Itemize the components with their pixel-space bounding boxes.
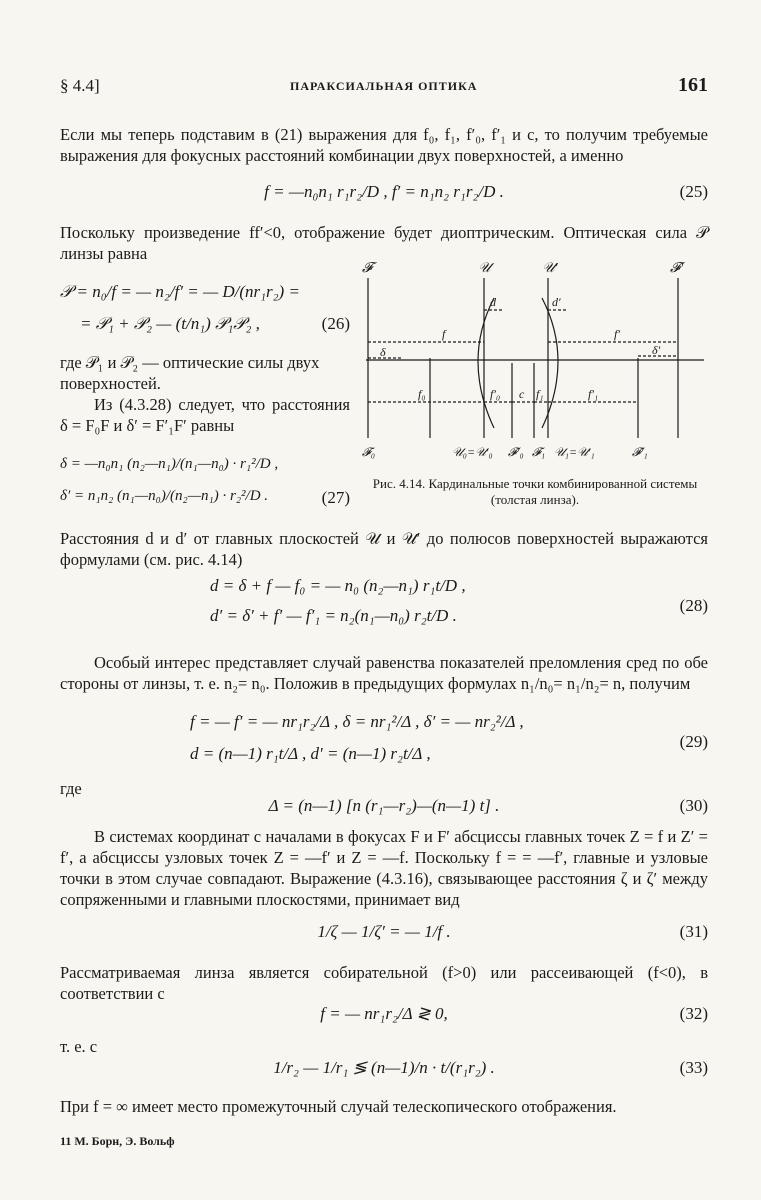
- equation-29b: [190, 744, 708, 764]
- equation-33: [60, 1058, 708, 1078]
- equation-28a: [210, 576, 708, 596]
- equation-26a: [60, 282, 350, 302]
- equation-28b: [210, 606, 708, 626]
- label-F0-prime: 𝓕′₀: [508, 445, 524, 459]
- page: [60, 0, 708, 1200]
- dim-label-f-prime: f′: [614, 327, 620, 341]
- paragraph-10: т. е. с: [60, 1037, 98, 1056]
- figure-caption: Рис. 4.14. Кардинальные точки комбинированной системы (толстая линза).: [372, 476, 698, 507]
- paragraph-1: Если мы теперь подставим в (21) выражения для f₀, f₁, f′₀, f′₁ и c, то получим требуемые выражения для фокусных расстояний комбинации двух поверхностей, а именно: [60, 125, 708, 165]
- section-number: § 4.4]: [60, 76, 100, 95]
- dim-label-d-prime: d′: [552, 295, 561, 309]
- equation-27b-body: δ′ = n₁n₂ (n₁—n₀)/(n₂—n₁) · r₂²/D .: [60, 488, 269, 504]
- paragraph-6: Особый интерес представляет случай равенства показателей преломления сред по обе стороны от линзы, т. е. n₂= n₀. Положив в предыдущих формулах n₁/n₀= n₁/n₂= n, получим: [60, 653, 708, 693]
- lens-surface-2: [542, 298, 558, 428]
- equation-30: [60, 796, 708, 816]
- equation-32: [60, 1004, 708, 1024]
- equation-28a-body: d = δ + f — f₀ = — n₀ (n₂—n₁) r₁t/D ,: [210, 576, 466, 595]
- equation-33-body: 1/r₂ — 1/r₁ ≶ (n—1)/n · t/(r₁r₂) .: [273, 1058, 495, 1077]
- running-header: [60, 76, 708, 100]
- equation-26b: [80, 314, 350, 334]
- equation-29b-body: d = (n—1) r₁t/Δ , d′ = (n—1) r₂t/Δ ,: [190, 744, 431, 763]
- paragraph-3: где 𝒫₁ и 𝒫₂ — оптические силы двух поверхностей.: [60, 353, 320, 393]
- equation-26b-body: = 𝒫₁ + 𝒫₂ — (t/n₁) 𝒫₁𝒫₂ ,: [80, 314, 260, 333]
- equation-28b-body: d′ = δ′ + f′ — f′₁ = n₂(n₁—n₀) r₂t/D .: [210, 606, 457, 625]
- equation-number-33: (33): [679, 1058, 708, 1077]
- equation-number-31: (31): [679, 922, 708, 941]
- label-F0: 𝓕₀: [362, 445, 376, 459]
- paragraph-8: В системах координат с началами в фокусах F и F′ абсциссы главных точек Z = f и Z′ = f′, а абсциссы узловых точек Z = —f′ и Z = —f. Поскольку f = = —f′, главные и узловые точки в этом случае совпадают. Выражение (4.3.16), связывающее расстояния ζ и ζ′ между сопряженными и главными плоскостями, принимает вид: [60, 827, 708, 909]
- label-U0: 𝒰₀=𝒰′₀: [452, 445, 493, 459]
- equation-29a: [190, 712, 708, 732]
- equation-26a-body: 𝒫 = n₀/f = — n₂/f′ = — D/(nr₁r₂) =: [60, 282, 300, 301]
- equation-number-29: (29): [679, 732, 708, 751]
- paragraph-4: Из (4.3.28) следует, что расстояния δ = F₀F и δ′ = F′₁F′ равны: [60, 395, 350, 435]
- label-U-prime: 𝒰′: [542, 261, 558, 276]
- label-F1-prime: 𝓕′₁: [632, 445, 648, 459]
- dim-label-f1-prime: f′₁: [588, 387, 599, 401]
- label-F: 𝓕: [362, 261, 373, 276]
- lens-surface-1: [478, 298, 494, 428]
- equation-27b: [60, 488, 350, 505]
- dim-label-c: c: [519, 387, 525, 401]
- equation-number-26: (26): [321, 314, 350, 333]
- equation-25-body: f = —n₀n₁ r₁r₂/D , f′ = n₁n₂ r₁r₂/D .: [264, 182, 504, 201]
- paragraph-9: Рассматриваемая линза является собирательной (f>0) или рассеивающей (f<0), в соответствии с: [60, 963, 708, 1003]
- equation-31: [60, 922, 708, 942]
- figure-4-14: [362, 258, 708, 508]
- label-F1: 𝓕₁: [532, 445, 546, 459]
- paragraph-2: Поскольку произведение ff′<0, отображение будет диоптрическим. Оптическая сила 𝒫 линзы равна: [60, 223, 708, 263]
- signature-footer: 11 М. Борн, Э. Вольф: [60, 1134, 175, 1148]
- equation-number-32: (32): [679, 1004, 708, 1023]
- dim-label-d: d: [490, 295, 496, 309]
- dim-label-delta-prime: δ′: [652, 343, 661, 357]
- dim-label-delta: δ: [380, 345, 386, 359]
- equation-number-28: (28): [679, 596, 708, 615]
- equation-number-30: (30): [679, 796, 708, 815]
- equation-27a: [60, 456, 350, 473]
- paragraph-5: Расстояния d и d′ от главных плоскостей 𝒰 и 𝒰′ до полюсов поверхностей выражаются формулами (см. рис. 4.14): [60, 529, 708, 569]
- lens-diagram: [362, 258, 708, 468]
- equation-32-body: f = — nr₁r₂/Δ ≷ 0,: [320, 1004, 448, 1023]
- dim-label-f1: f₁: [536, 387, 544, 401]
- dim-label-f0-prime: f′₀: [490, 387, 501, 401]
- page-number: 161: [678, 74, 708, 96]
- running-title: ПАРАКСИАЛЬНАЯ ОПТИКА: [290, 79, 478, 93]
- paragraph-7: где: [60, 779, 82, 798]
- equation-31-body: 1/ζ — 1/ζ′ = — 1/f .: [317, 922, 451, 941]
- paragraph-11: При f = ∞ имеет место промежуточный случай телескопического отображения.: [60, 1097, 617, 1116]
- dim-label-f0: f₀: [418, 387, 426, 401]
- equation-25: [60, 182, 708, 202]
- equation-number-27: (27): [321, 488, 350, 507]
- label-U: 𝒰: [478, 261, 491, 276]
- equation-29a-body: f = — f′ = — nr₁r₂/Δ , δ = nr₁²/Δ , δ′ = — nr₂²/Δ ,: [190, 712, 524, 731]
- equation-30-body: Δ = (n—1) [n (r₁—r₂)—(n—1) t] .: [268, 796, 500, 815]
- dim-label-f: f: [442, 327, 446, 341]
- equation-number-25: (25): [679, 182, 708, 201]
- label-F-prime: 𝓕′: [670, 261, 684, 276]
- label-U1: 𝒰₁=𝒰′₁: [554, 445, 595, 459]
- equation-27a-body: δ = —n₀n₁ (n₂—n₁)/(n₁—n₀) · r₁²/D ,: [60, 456, 279, 472]
